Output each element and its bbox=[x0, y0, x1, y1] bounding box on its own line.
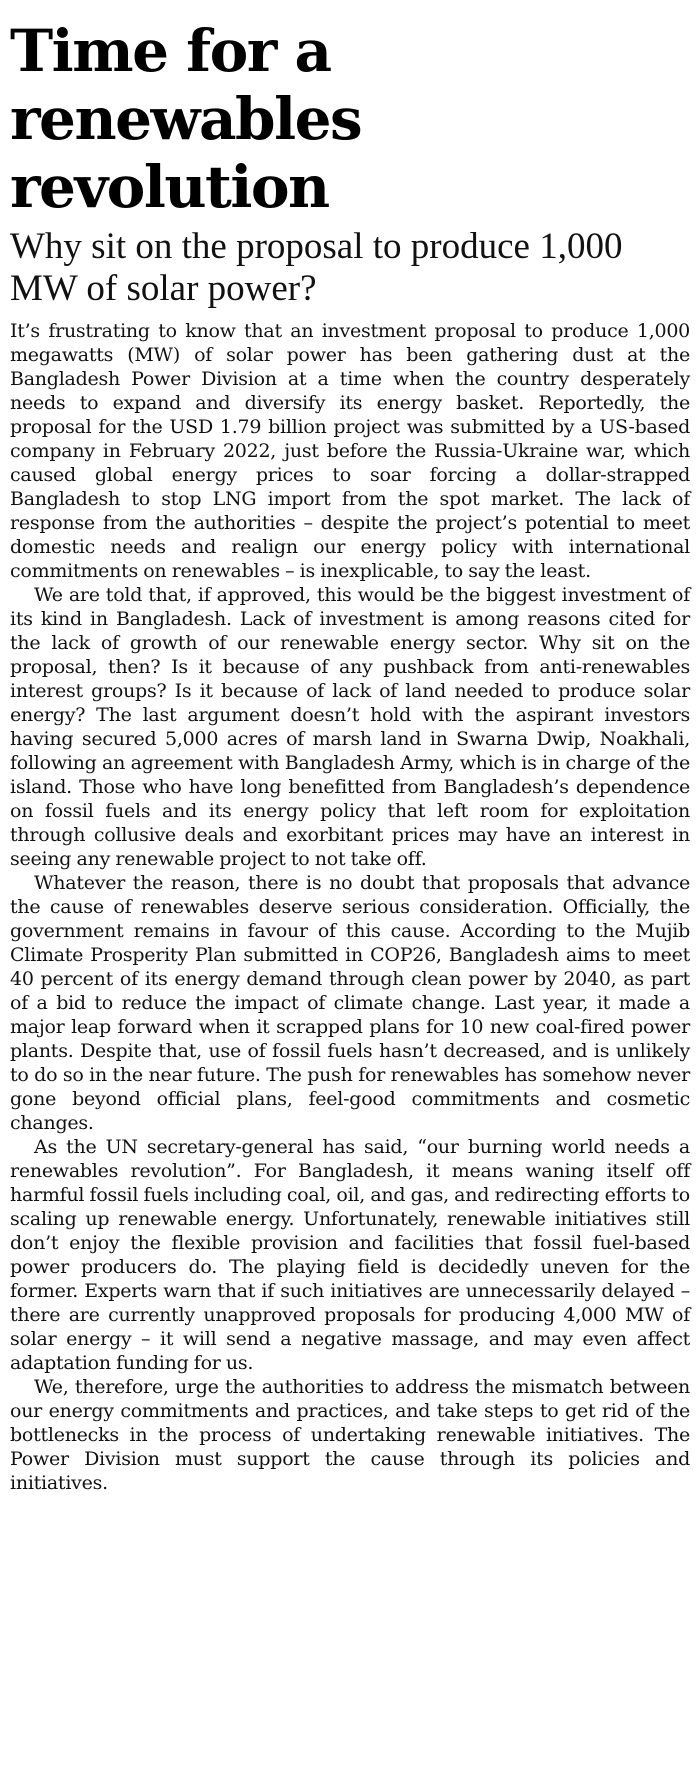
subheadline: Why sit on the proposal to produce 1,000 MW of solar power? bbox=[10, 225, 623, 310]
paragraph-3: Whatever the reason, there is no doubt that proposals that advance the cause of renewables deserve serious consideration. Officially, the government remains in favour of this cause. According to the Mujib Climate Prosperity Plan submitted in COP26, Bangladesh aims to meet 40 percent of its energy demand through clean power by 2040, as part of a bid to reduce the impact of climate change. Last year, it made a major leap forward when it scrapped plans for 10 new coal-fired power plants. Despite that, use of fossil fuels hasn’t decreased, and is unlikely to do so in the near future. The push for renewables has somehow never gone beyond official plans, feel-good commitments and cosmetic changes. bbox=[10, 871, 690, 1134]
headline: Time for a renewables revolution bbox=[10, 17, 362, 221]
article-body bbox=[10, 319, 690, 1495]
paragraph-1: It’s frustrating to know that an investment proposal to produce 1,000 megawatts (MW) of solar power has been gathering dust at the Bangladesh Power Division at a time when the country desperately needs to expand and diversify its energy basket. Reportedly, the proposal for the USD 1.79 billion project was submitted by a US-based company in February 2022, just before the Russia-Ukraine war, which caused global energy prices to soar forcing a dollar-strapped Bangladesh to stop LNG import from the spot market. The lack of response from the authorities – despite the project’s potential to meet domestic needs and realign our energy policy with international commitments on renewables – is inexplicable, to say the least. bbox=[10, 319, 690, 582]
paragraph-4: As the UN secretary-general has said, “our burning world needs a renewables revolution”. For Bangladesh, it means waning itself off harmful fossil fuels including coal, oil, and gas, and redirecting efforts to scaling up renewable energy. Unfortunately, renewable initiatives still don’t enjoy the flexible provision and facilities that fossil fuel-based power producers do. The playing field is decidedly uneven for the former. Experts warn that if such initiatives are unnecessarily delayed – there are currently unapproved proposals for producing 4,000 MW of solar energy – it will send a negative massage, and may even affect adaptation funding for us. bbox=[10, 1135, 690, 1374]
paragraph-5: We, therefore, urge the authorities to address the mismatch between our energy commitments and practices, and take steps to get rid of the bottlenecks in the process of undertaking renewable initiatives. The Power Division must support the cause through its policies and initiatives. bbox=[10, 1375, 690, 1494]
paragraph-2: We are told that, if approved, this would be the biggest investment of its kind in Bangladesh. Lack of investment is among reasons cited for the lack of growth of our renewable energy sector. Why sit on the proposal, then? Is it because of any pushback from anti-renewables interest groups? Is it because of lack of land needed to produce solar energy? The last argument doesn’t hold with the aspirant investors having secured 5,000 acres of marsh land in Swarna Dwip, Noakhali, following an agreement with Bangladesh Army, which is in charge of the island. Those who have long benefitted from Bangladesh’s dependence on fossil fuels and its energy policy that left room for exploitation through collusive deals and exorbitant prices may have an interest in seeing any renewable project to not take off. bbox=[10, 583, 690, 870]
